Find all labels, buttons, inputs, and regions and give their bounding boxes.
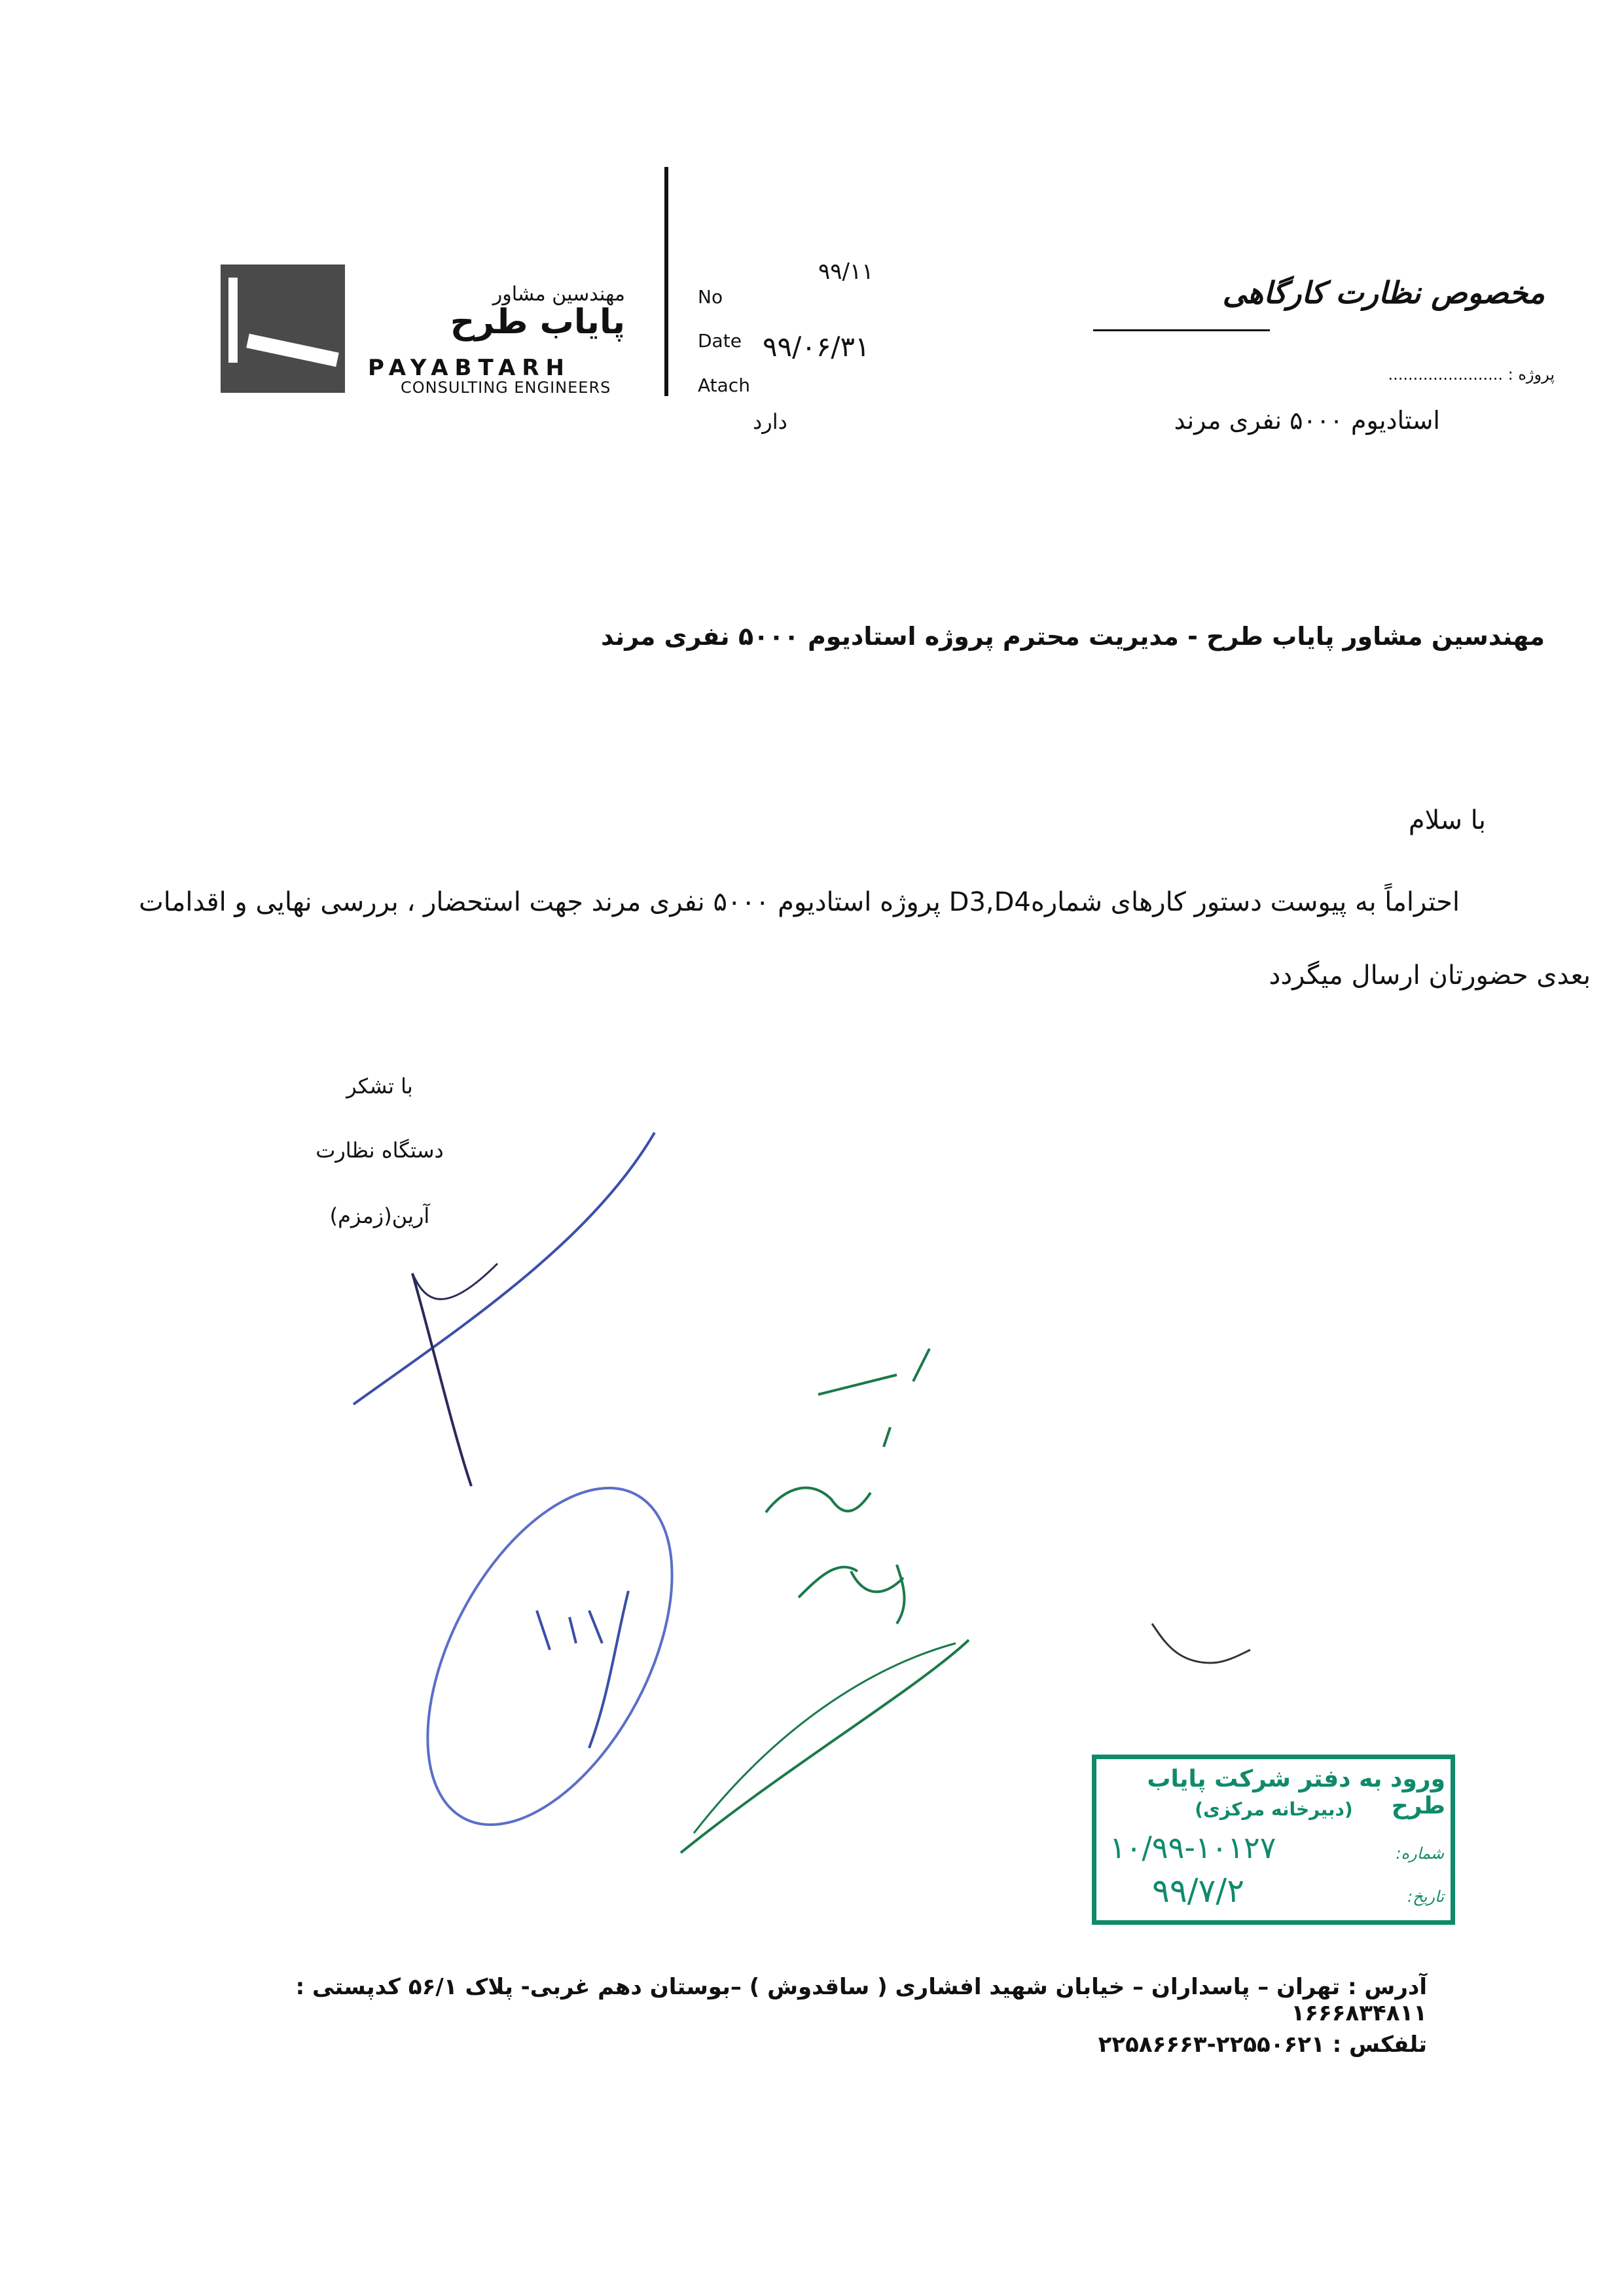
logo-tagline: CONSULTING ENGINEERS <box>401 378 611 397</box>
stamp-title: ورود به دفتر شرکت پایاب طرح <box>1147 1766 1445 1819</box>
project-name: استادیوم ۵۰۰۰ نفری مرند <box>1174 406 1440 435</box>
body-paragraph-line1: احتراماً به پیوست دستور کارهای شمارهD3,D4 پروژه استادیوم ۵۰۰۰ نفری مرند جهت استحضار ، بررسی نهایی و اقدامات <box>139 887 1460 917</box>
logo-subtitle: مهندسین مشاور <box>492 283 625 306</box>
attachment-value: دارد <box>753 409 787 434</box>
attachment-label: Atach <box>698 374 750 396</box>
project-label: پروژه : ....................... <box>1388 365 1555 384</box>
title-underline <box>1093 329 1270 331</box>
recipient-line: مهندسین مشاور پایاب طرح - مدیریت محترم پروژه استادیوم ۵۰۰۰ نفری مرند <box>601 622 1545 651</box>
signatory-org: دستگاه نظارت <box>316 1138 444 1163</box>
signatory-company: آرین(زمزم) <box>329 1203 430 1228</box>
receipt-stamp <box>1092 1755 1455 1925</box>
number-label: No <box>698 286 723 308</box>
header-divider <box>664 167 668 396</box>
stamp-date-value: ۹۹/۷/۲ <box>1152 1872 1245 1910</box>
special-title: مخصوص نظارت کارگاهی <box>1222 275 1545 310</box>
closing: با تشکر <box>346 1074 413 1099</box>
logo-name: پایاب طرح <box>450 302 625 342</box>
salutation: با سلام <box>1408 805 1486 835</box>
company-logo <box>221 264 345 393</box>
footer-address: آدرس : تهران – پاسداران – خیابان شهید افشاری ( ساقدوش ) –بوستان دهم غربی- پلاک ۵۶/۱ کدپستی : ۱۶۶۶۸۳۴۸۱۱ <box>295 1974 1427 2026</box>
footer-telfax: تلفکس : ۲۲۵۵۰۶۲۱-۲۲۵۸۶۶۶۳ <box>1098 2032 1427 2058</box>
stamp-number-value: ۱۰/۹۹-۱۰۱۲۷ <box>1110 1830 1276 1865</box>
date-label: Date <box>698 330 742 352</box>
stamp-date-label: تاریخ: <box>1407 1887 1444 1906</box>
letter-number: ۹۹/۱۱ <box>818 259 874 285</box>
stamp-number-label: شماره: <box>1396 1844 1444 1863</box>
stamp-subtitle: (دبیرخانه مرکزی) <box>1195 1798 1353 1820</box>
letter-date: ۹۹/۰۶/۳۱ <box>763 331 870 363</box>
logo-latin-name: PAYABTARH <box>368 355 571 381</box>
body-paragraph-line2: بعدی حضورتان ارسال میگردد <box>1269 960 1591 991</box>
